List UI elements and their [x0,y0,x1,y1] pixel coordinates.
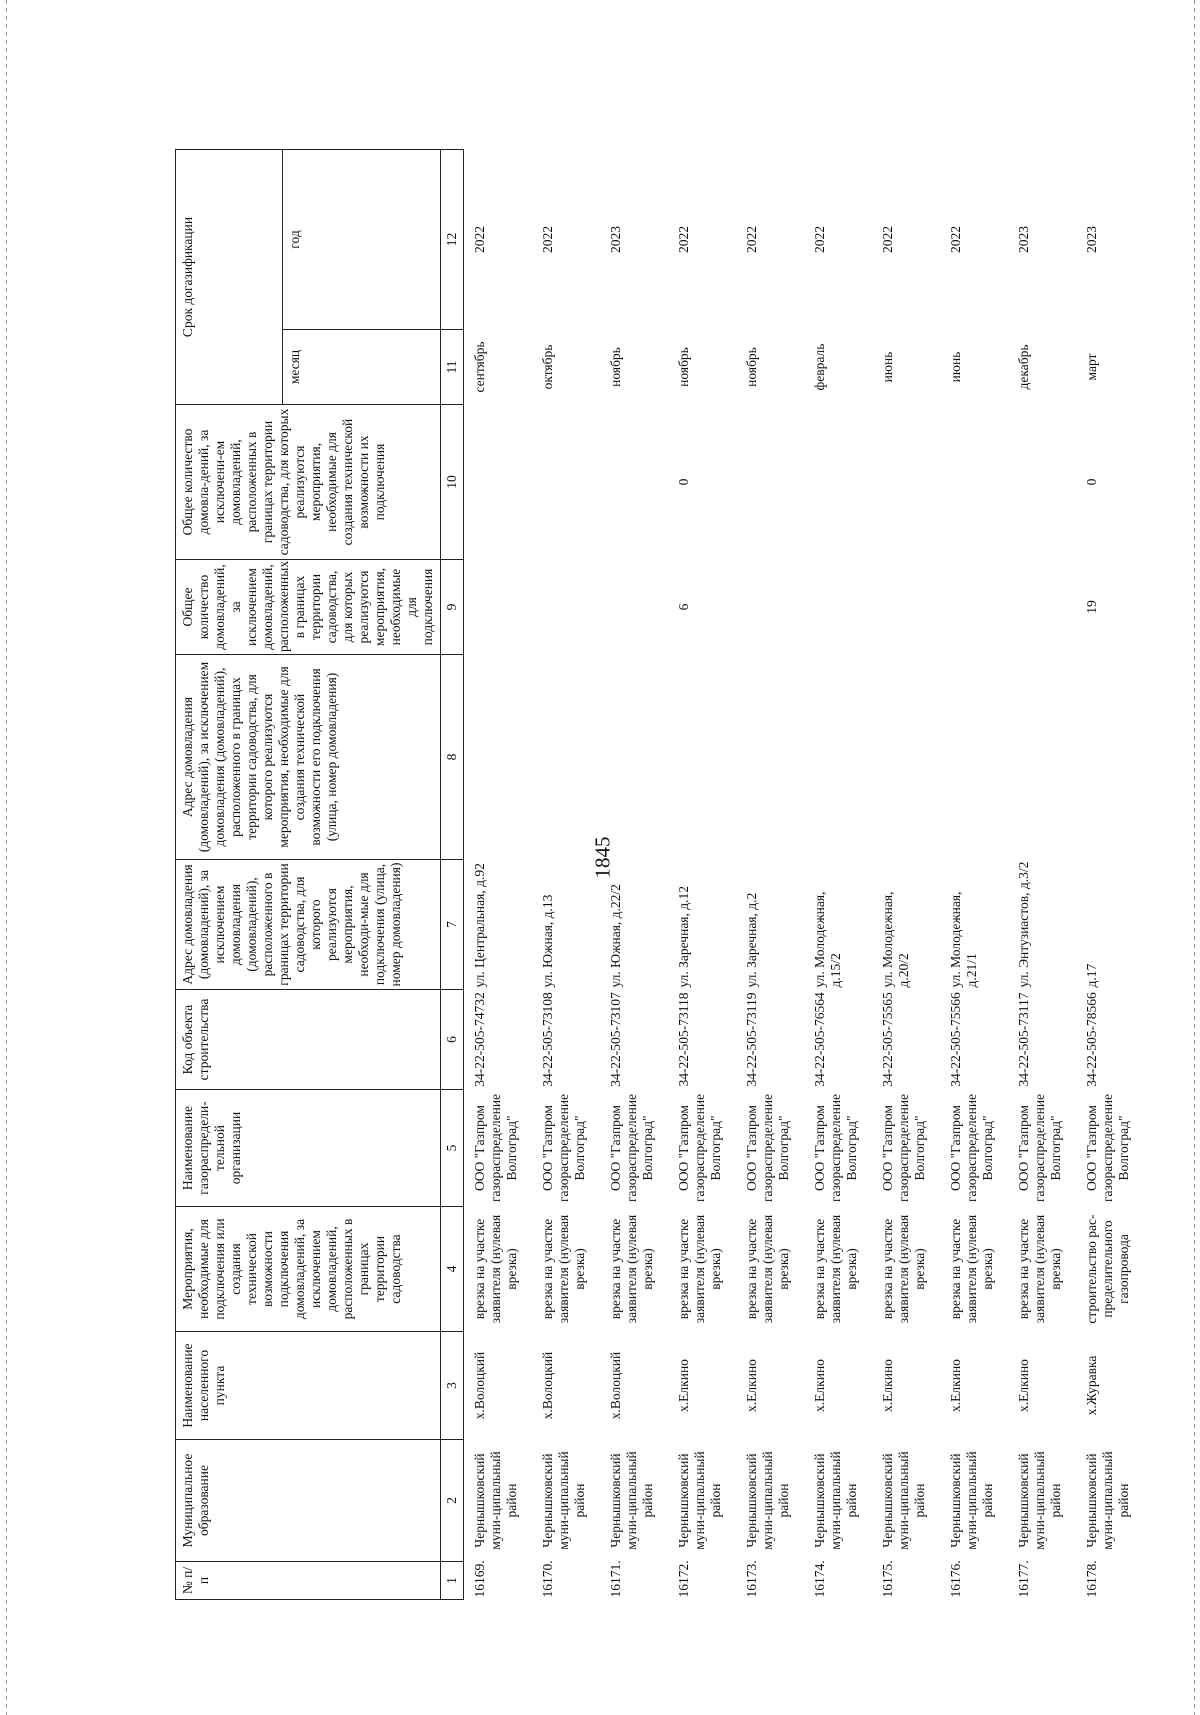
address-tech-cell [940,655,1008,860]
row-number: 16175. [880,1560,895,1598]
header-settlement: Наименование населенного пункта [176,1332,441,1440]
organization-cell: ООО "Газпром газораспределение Волгоград" [744,1093,791,1203]
address-connection-cell: ул. Заречная, д.2 [744,892,759,988]
object-code-cell: 34-22-505-74732 [472,992,487,1087]
header-total-connection: Общее количество домовладений, за исключением домовладений, расположенных в границах территории садоводства, для которых реализуются мероприятия, необходимые для подключения [176,560,441,655]
header-total-tech: Общее количество домовла-дений, за исключени-ем домовладений, расположенных в границах территории садоводства, для которых реализуются мероприятия, необходимые для создания технической возможности их подключения [176,405,441,560]
header-month: месяц [283,330,441,405]
year-cell: 2022 [812,226,827,253]
settlement-cell: х.Журавка [1084,1355,1099,1416]
object-code-cell: 34-22-505-73107 [608,992,623,1087]
address-tech-cell [600,655,668,860]
total-tech-cell [464,405,533,560]
total-tech-cell [736,405,804,560]
municipality-cell: Чернышковский муни-ципальный район [948,1451,995,1550]
month-cell: октябрь [540,344,555,390]
table-row [736,149,804,1599]
total-tech-cell [940,405,1008,560]
settlement-cell: х.Елкино [812,1359,827,1412]
address-connection-cell: ул. Молодежная, д.21/1 [948,891,979,988]
page-number: 1845 [590,836,615,879]
month-cell: март [1084,353,1099,381]
header-address-connection: Адрес домовладения (домовладений), за исключением домовладения (домовладений), расположенного в границах территории садоводства, для которого реализуются мероприятия, необходи-мые для подключения (улица, номер домовладения) [176,860,441,990]
municipality-cell: Чернышковский муни-ципальный район [1084,1451,1131,1550]
total-connection-cell [600,560,668,655]
settlement-cell: х.Волоцкий [608,1351,623,1420]
year-cell: 2022 [540,226,555,253]
row-number: 16171. [608,1560,623,1598]
col-number: 4 [441,1207,464,1332]
col-number: 11 [441,330,464,405]
address-tech-cell [464,655,533,860]
total-connection-cell [940,560,1008,655]
address-connection-cell: ул. Южная, д.13 [540,894,555,988]
row-number: 16170. [540,1560,555,1598]
measures-cell: врезка на участке заявителя (нулевая врезка) [608,1214,655,1324]
total-connection-cell [532,560,600,655]
col-number: 12 [441,149,464,329]
col-number: 3 [441,1332,464,1440]
municipality-cell: Чернышковский муни-ципальный район [540,1451,587,1550]
measures-cell: врезка на участке заявителя (нулевая врезка) [540,1214,587,1324]
total-connection-cell: 19 [1084,600,1099,614]
address-tech-cell [872,655,940,860]
organization-cell: ООО "Газпром газораспределение Волгоград" [1016,1093,1063,1203]
year-cell: 2023 [1084,226,1099,253]
row-number: 16177. [1016,1560,1031,1598]
municipality-cell: Чернышковский муни-ципальный район [676,1451,723,1550]
header-organization: Наименование газораспредели-тельной организации [176,1090,441,1207]
organization-cell: ООО "Газпром газораспределение Волгоград" [608,1093,655,1203]
measures-cell: строительство рас-пределительного газопровода [1084,1214,1131,1324]
col-number: 6 [441,990,464,1090]
total-tech-cell [872,405,940,560]
total-tech-cell: 0 [676,478,691,486]
col-number: 1 [441,1562,464,1600]
municipality-cell: Чернышковский муни-ципальный район [744,1451,791,1550]
table-row [940,149,1008,1599]
organization-cell: ООО "Газпром газораспределение Волгоград" [540,1093,587,1203]
settlement-cell: х.Елкино [1016,1359,1031,1412]
settlement-cell: х.Волоцкий [540,1351,555,1420]
object-code-cell: 34-22-505-73117 [1016,992,1031,1087]
table-row [532,149,600,1599]
header-address-tech: Адрес домовладения (домовладений), за исключением домовладения (домовладений), расположенного в границах территории садоводства, для которого реализуются мероприятия, необходимые для создания технической возможности его подключения (улица, номер домовладения) [176,655,441,860]
measures-cell: врезка на участке заявителя (нулевая врезка) [812,1214,859,1324]
organization-cell: ООО "Газпром газораспределение Волгоград" [676,1093,723,1203]
header-measures: Мероприятия, необходимые для подключения или создания технической возможности подключения домовладений, за исключением домовладений, расположенных в границах территории садоводства [176,1207,441,1332]
rotated-table-wrapper [175,150,1144,1600]
address-tech-cell [736,655,804,860]
measures-cell: врезка на участке заявителя (нулевая врезка) [744,1214,791,1324]
month-cell: ноябрь [608,347,623,387]
table-row [464,149,533,1599]
measures-cell: врезка на участке заявителя (нулевая врезка) [676,1214,723,1324]
municipality-cell: Чернышковский муни-ципальный район [812,1451,859,1550]
settlement-cell: х.Елкино [676,1359,691,1412]
month-cell: сентябрь [472,341,487,393]
municipality-cell: Чернышковский муни-ципальный район [1016,1451,1063,1550]
total-connection-cell [1008,560,1076,655]
object-code-cell: 34-22-505-75565 [880,992,895,1087]
settlement-cell: х.Елкино [880,1359,895,1412]
measures-cell: врезка на участке заявителя (нулевая врезка) [472,1214,519,1324]
table-body [464,149,1145,1599]
year-cell: 2022 [676,226,691,253]
object-code-cell: 34-22-505-73108 [540,992,555,1087]
year-cell: 2022 [948,226,963,253]
table-row [872,149,940,1599]
row-number: 16174. [812,1560,827,1598]
address-tech-cell [804,655,872,860]
table-row [1008,149,1076,1599]
gasification-table [175,149,1144,1600]
settlement-cell: х.Волоцкий [472,1351,487,1420]
header-object-code: Код объекта строительства [176,990,441,1090]
row-number: 16172. [676,1560,691,1598]
total-connection-cell [804,560,872,655]
col-number: 8 [441,655,464,860]
address-connection-cell: ул. Молодежная, д.20/2 [880,891,911,988]
year-cell: 2022 [744,226,759,253]
table-row [804,149,872,1599]
object-code-cell: 34-22-505-73118 [676,992,691,1087]
object-code-cell: 34-22-505-75566 [948,992,963,1087]
address-tech-cell [1076,655,1144,860]
month-cell: июнь [880,351,895,383]
total-tech-cell [1008,405,1076,560]
row-number: 16176. [948,1560,963,1598]
left-dashed-edge [6,0,7,1715]
measures-cell: врезка на участке заявителя (нулевая врезка) [1016,1214,1063,1324]
year-cell: 2023 [608,226,623,253]
object-code-cell: 34-22-505-78566 [1084,992,1099,1087]
col-number: 7 [441,860,464,990]
measures-cell: врезка на участке заявителя (нулевая врезка) [948,1214,995,1324]
col-number: 2 [441,1440,464,1562]
year-cell: 2022 [472,226,487,253]
table-row [1076,149,1144,1599]
header-deadline: Срок догазификации [176,149,283,404]
object-code-cell: 34-22-505-76564 [812,992,827,1087]
settlement-cell: х.Елкино [948,1359,963,1412]
total-connection-cell [872,560,940,655]
table-header [176,149,464,1599]
address-connection-cell: ул. Центральная, д.92 [472,863,487,988]
month-cell: ноябрь [676,347,691,387]
month-cell: декабрь [1016,344,1031,390]
total-connection-cell [736,560,804,655]
total-tech-cell [532,405,600,560]
municipality-cell: Чернышковский муни-ципальный район [472,1451,519,1550]
col-number: 10 [441,405,464,560]
col-number: 9 [441,560,464,655]
address-tech-cell [1008,655,1076,860]
total-tech-cell: 0 [1084,478,1099,486]
organization-cell: ООО "Газпром газораспределение Волгоград" [948,1093,995,1203]
header-municipality: Муниципальное образование [176,1440,441,1562]
organization-cell: ООО "Газпром газораспределение Волгоград" [880,1093,927,1203]
month-cell: февраль [812,343,827,391]
address-connection-cell: ул. Молодежная, д.15/2 [812,891,843,988]
row-number: 16178. [1084,1560,1099,1598]
municipality-cell: Чернышковский муни-ципальный район [880,1451,927,1550]
measures-cell: врезка на участке заявителя (нулевая врезка) [880,1214,927,1324]
month-cell: ноябрь [744,347,759,387]
address-tech-cell [668,655,736,860]
settlement-cell: х.Елкино [744,1359,759,1412]
municipality-cell: Чернышковский муни-ципальный район [608,1451,655,1550]
table-row [668,149,736,1599]
address-connection-cell: ул. Энтузиастов, д.3/2 [1016,861,1031,988]
total-connection-cell: 6 [676,603,691,611]
header-year: год [283,149,441,329]
total-tech-cell [804,405,872,560]
total-connection-cell [464,560,533,655]
object-code-cell: 34-22-505-73119 [744,992,759,1087]
organization-cell: ООО "Газпром газораспределение Волгоград" [1084,1093,1131,1203]
header-num: № п/п [176,1562,441,1600]
row-number: 16173. [744,1560,759,1598]
year-cell: 2022 [880,226,895,253]
address-connection-cell: д.17 [1084,963,1099,988]
row-number: 16169. [472,1560,487,1598]
year-cell: 2023 [1016,226,1031,253]
organization-cell: ООО "Газпром газораспределение Волгоград" [472,1093,519,1203]
table-row [600,149,668,1599]
month-cell: июнь [948,351,963,383]
address-connection-cell: ул. Заречная, д.12 [676,885,691,988]
address-connection-cell: ул. Южная, д.22/2 [608,884,623,988]
address-tech-cell [532,655,600,860]
organization-cell: ООО "Газпром газораспределение Волгоград" [812,1093,859,1203]
total-tech-cell [600,405,668,560]
col-number: 5 [441,1090,464,1207]
right-dashed-edge [1194,0,1195,1715]
